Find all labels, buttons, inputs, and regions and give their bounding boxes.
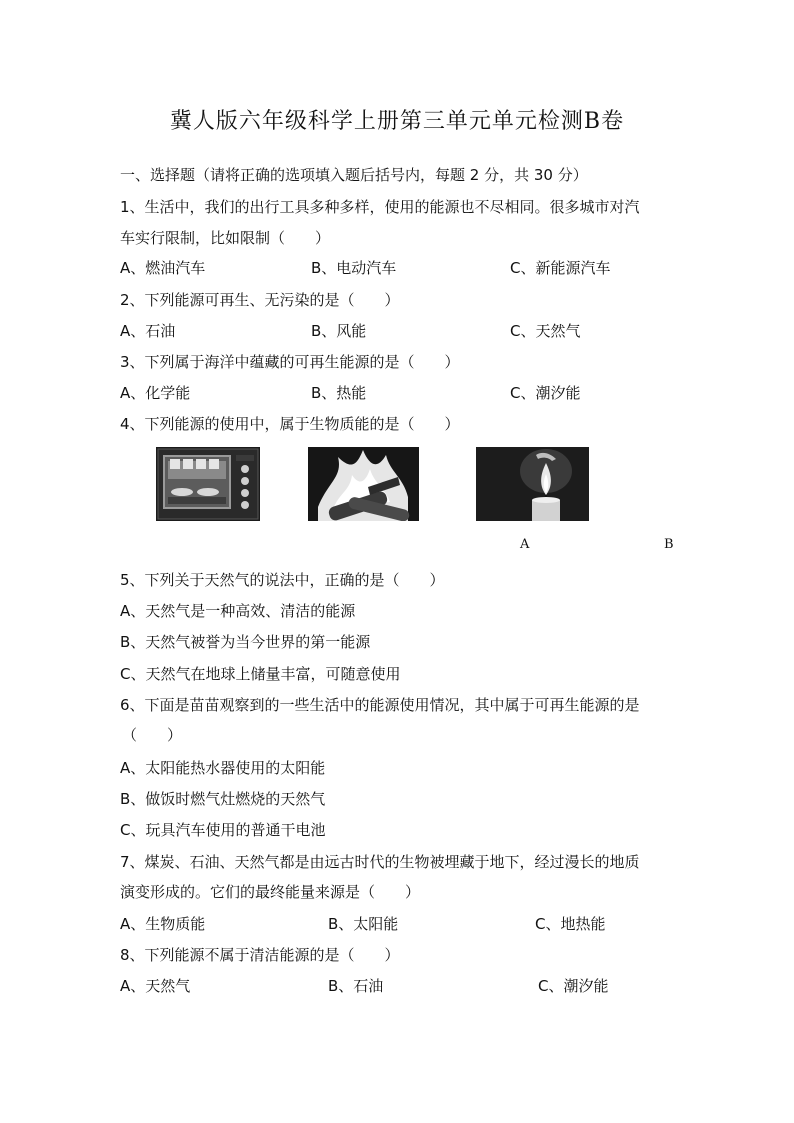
question-1-option-c: C、新能源汽车 <box>510 259 611 277</box>
question-5-stem: 5、下列关于天然气的说法中，正确的是（ ） <box>120 571 445 589</box>
question-4-label-b: B <box>664 537 674 552</box>
question-8-option-c: C、潮汐能 <box>538 977 609 995</box>
question-7-option-b: B、太阳能 <box>328 915 399 933</box>
question-8-stem: 8、下列能源不属于清洁能源的是（ ） <box>120 946 400 964</box>
question-6-option-a: A、太阳能热水器使用的太阳能 <box>120 759 326 777</box>
question-5-option-c: C、天然气在地球上储量丰富，可随意使用 <box>120 665 401 683</box>
question-2-option-b: B、风能 <box>311 322 367 340</box>
question-3-option-b: B、热能 <box>311 384 367 402</box>
question-1-stem-line2: 车实行限制，比如限制（ ） <box>120 229 331 247</box>
question-8-option-b: B、石油 <box>328 977 384 995</box>
question-5-option-a: A、天然气是一种高效、清洁的能源 <box>120 602 356 620</box>
question-6-stem: 6、下面是苗苗观察到的一些生活中的能源使用情况，其中属于可再生能源的是 <box>120 696 640 714</box>
question-2-stem: 2、下列能源可再生、无污染的是（ ） <box>120 291 400 309</box>
question-6-option-b: B、做饭时燃气灶燃烧的天然气 <box>120 790 326 808</box>
question-2-option-c: C、天然气 <box>510 322 581 340</box>
question-4-label-a: A <box>520 537 530 552</box>
question-7-option-a: A、生物质能 <box>120 915 206 933</box>
question-4-stem: 4、下列能源的使用中，属于生物质能的是（ ） <box>120 415 460 433</box>
question-6-answer-blank: （ ） <box>122 726 183 744</box>
question-2-option-a: A、石油 <box>120 322 176 340</box>
question-3-option-a: A、化学能 <box>120 384 191 402</box>
question-7-stem-line1: 7、煤炭、石油、天然气都是由远古时代的生物被埋藏于地下，经过漫长的地质 <box>120 853 640 871</box>
question-1-stem-line1: 1、生活中，我们的出行工具多种多样，使用的能源也不尽相同。很多城市对汽 <box>120 198 640 216</box>
question-6-option-c: C、玩具汽车使用的普通干电池 <box>120 821 326 839</box>
question-7-stem-line2: 演变形成的。它们的最终能量来源是（ ） <box>120 883 421 901</box>
question-8-option-a: A、天然气 <box>120 977 191 995</box>
page-title: 冀人版六年级科学上册第三单元单元检测B卷 <box>169 109 625 134</box>
oven-picture <box>156 447 260 521</box>
question-5-option-b: B、天然气被誉为当今世界的第一能源 <box>120 633 371 651</box>
section-heading: 一、选择题（请将正确的选项填入题后括号内，每题 2 分，共 30 分） <box>120 166 588 184</box>
question-1-option-a: A、燃油汽车 <box>120 259 206 277</box>
question-7-option-c: C、地热能 <box>535 915 606 933</box>
question-3-option-c: C、潮汐能 <box>510 384 581 402</box>
candle-picture <box>476 447 589 521</box>
burning-wood-picture <box>308 447 419 521</box>
question-3-stem: 3、下列属于海洋中蕴藏的可再生能源的是（ ） <box>120 353 460 371</box>
question-1-option-b: B、电动汽车 <box>311 259 397 277</box>
